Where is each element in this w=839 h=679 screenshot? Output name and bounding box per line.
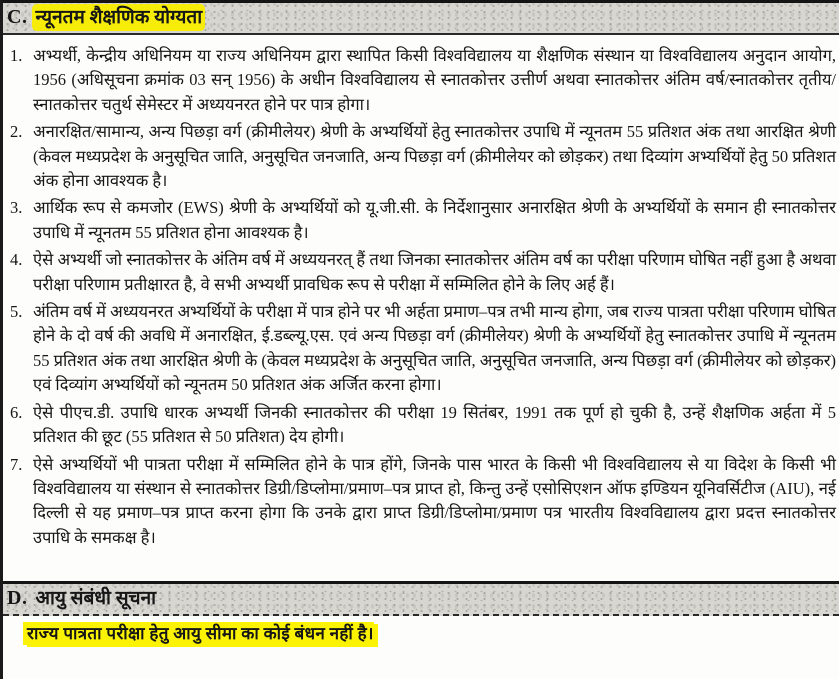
item-number: 7.	[10, 454, 23, 474]
list-item	[10, 401, 836, 450]
list-item	[10, 44, 836, 117]
age-limit-note	[27, 621, 839, 646]
list-item	[10, 300, 836, 398]
age-limit-note-text: राज्य पात्रता परीक्षा हेतु आयु सीमा का कोई बंधन नहीं है।	[27, 624, 374, 644]
item-number: 5.	[10, 302, 23, 322]
item-text: ऐसे अभ्यर्थियों भी पात्रता परीक्षा में सम्मिलित होने के पात्र होंगे, जिनके पास भारत के किसी भी विश्वविद्यालय से या विदेश के किसी भी विश्वविद्यालय या संस्थान से स्नातकोत्तर डिग्री/डिप्लोमा/प्रमाण–पत्र प्राप्त हो, किन्तु उन्हें एसोसिएशन ऑफ इण्डियन यूनिवर्सिटीज (AIU), नई दिल्ली से यह प्रमाण–पत्र प्राप्त करना होगा कि उनके द्वारा प्राप्त डिग्री/डिप्लोमा/प्रमाण पत्र भारतीय विश्वविद्यालय द्वारा प्रदत्त स्नातकोत्तर उपाधि के समकक्ष है।	[33, 454, 836, 547]
item-number: 6.	[10, 402, 23, 422]
item-text: अनारक्षित/सामान्य, अन्य पिछड़ा वर्ग (क्रीमीलेयर) श्रेणी के अभ्यर्थियों हेतु स्नातकोत्तर उपाधि में न्यूनतम 55 प्रतिशत अंक तथा आरक्षित श्रेणी (केवल मध्यप्रदेश के अनुसूचित जाति, अनुसूचित जनजाति, अन्य पिछड़ा वर्ग (क्रीमीलेयर को छोड़कर) तथा दिव्यांग अभ्यर्थियों हेतु 50 प्रतिशत अंक होना आवश्यक है।	[33, 122, 836, 191]
item-number: 1.	[10, 46, 23, 65]
item-text: अंतिम वर्ष में अध्ययनरत अभ्यर्थियों के परीक्षा में पात्र होने पर भी अर्हता प्रमाण–पत्र तभी मान्य होगा, जब राज्य पात्रता परीक्षा परिणाम घोषित होने के दो वर्ष की अवधि में अनारक्षित, ई.डब्ल्यू.एस. एवं अन्य पिछड़ा वर्ग (क्रीमीलेयर) श्रेणी के अभ्यर्थियों हेतु स्नातकोत्तर उपाधि में न्यूनतम 55 प्रतिशत अंक तथा आरक्षित श्रेणी के (केवल मध्यप्रदेश के अनुसूचित जाति, अनुसूचित जनजाति, अन्य पिछड़ा वर्ग (क्रीमीलेयर को छोड़कर) एवं दिव्यांग अभ्यर्थियों को न्यूनतम 50 प्रतिशत अंक अर्जित करना होगा।	[33, 302, 836, 395]
item-text: ऐसे अभ्यर्थी जो स्नातकोत्तर के अंतिम वर्ष में अध्ययनरत् हैं तथा जिनका स्नातकोत्तर अंतिम वर्ष का परीक्षा परिणाम घोषित नहीं हुआ है अथवा परीक्षा परिणाम प्रतीक्षारत है, वे सभी अभ्यर्थी प्रावधिक रूप से परीक्षा में सम्मिलित होने के लिए अर्ह हैं।	[33, 250, 836, 294]
section-d-title: आयु संबंधी सूचना	[35, 588, 157, 610]
list-item	[10, 453, 836, 551]
section-c-item-list	[3, 35, 839, 550]
list-item	[10, 248, 836, 297]
section-d-header-bar	[3, 581, 839, 616]
item-text: आर्थिक रूप से कमजोर (EWS) श्रेणी के अभ्यर्थियों को यू.जी.सी. के निर्देशानुसार अनारक्षित श्रेणी के अभ्यर्थियों के समान ही स्नातकोत्तर उपाधि में न्यूनतम 55 प्रतिशत होना आवश्यक है।	[33, 198, 836, 242]
list-item	[10, 196, 836, 245]
list-item	[10, 120, 836, 193]
item-number: 4.	[10, 250, 23, 270]
section-d-label: D.	[7, 587, 28, 610]
section-d-wrap	[3, 581, 839, 646]
item-text: अभ्यर्थी, केन्द्रीय अधिनियम या राज्य अधिनियम द्वारा स्थापित किसी विश्वविद्यालय या शैक्षणिक संस्थान या विश्वविद्यालय अनुदान आयोग, 1956 (अधिसूचना क्रमांक 03 सन् 1956) के अधीन विश्वविद्यालय से स्नातकोत्तर उत्तीर्ण अथवा स्नातकोत्तर अंतिम वर्ष/स्नातकोत्तर तृतीय/स्नातकोत्तर चतुर्थ सेमेस्टर में अध्ययनरत होने पर पात्र होगा।	[33, 46, 836, 114]
item-number: 3.	[10, 198, 23, 218]
section-c-header-bar	[3, 0, 839, 35]
item-number: 2.	[10, 122, 23, 142]
section-c-title: न्यूनतम शैक्षणिक योग्यता	[35, 7, 203, 28]
section-c-label: C.	[7, 6, 28, 28]
item-text: ऐसे पीएच.डी. उपाधि धारक अभ्यर्थी जिनकी स्नातकोत्तर की परीक्षा 19 सितंबर, 1991 तक पूर्ण हो चुकी है, उन्हें शैक्षणिक अर्हता में 5 प्रतिशत की छूट (55 प्रतिशत से 50 प्रतिशत) देय होगी।	[33, 402, 836, 447]
